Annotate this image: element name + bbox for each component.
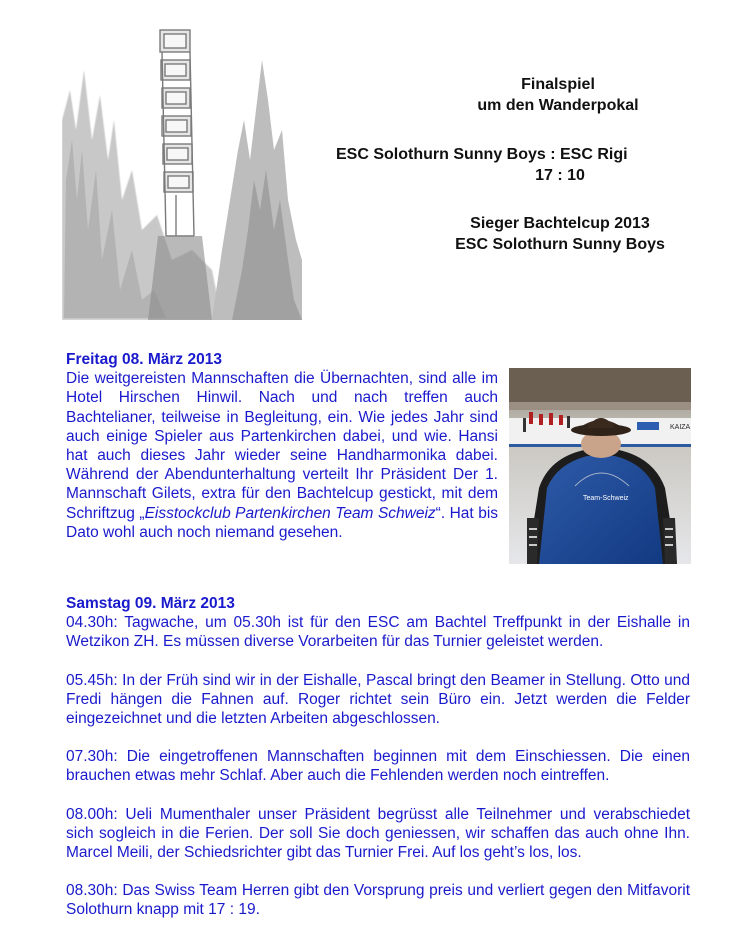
friday-text-a: Die weitgereisten Mannschaften die Übernachten, sind alle im Hotel Hirschen Hinwil. Nach und nach treffen auch Bachtelianer, teilweise in Begleitung, ein. Wie jedes Jahr sind auch einige Spieler aus Partenkirchen dabei, und wie. Hansi hat auch dieses Jahr wieder seine Handharmonika dabei. Während der Abendunterhaltung verteilt Ihr Präsident Der 1. Mannschaft Gilets, extra für den Bachtelcup gestickt, mit dem Schriftzug „ [66, 370, 498, 522]
saturday-paragraph: 07.30h: Die eingetroffenen Mannschaften beginnen mit dem Einschiessen. Die einen brauchen etwas mehr Schlaf. Aber auch die Fehlenden werden noch eintreffen. [66, 748, 690, 785]
friday-text [66, 369, 498, 542]
winner-team: ESC Solothurn Sunny Boys [455, 236, 665, 253]
winner-title: Sieger Bachtelcup 2013 [470, 215, 650, 232]
jacket-photo [509, 368, 691, 564]
saturday-heading: Samstag 09. März 2013 [66, 595, 235, 612]
friday-text-b: “. Hat bis Dato wohl auch noch niemand gesehen. [66, 504, 499, 541]
jacket-text: Team-Schweiz [583, 495, 629, 502]
match-line: ESC Solothurn Sunny Boys : ESC Rigi [336, 146, 628, 163]
final-subtitle: um den Wanderpokal [477, 97, 639, 114]
saturday-paragraph: 04.30h: Tagwache, um 05.30h ist für den ESC am Bachtel Treffpunkt in der Eishalle in Wetzikon ZH. Es müssen diverse Vorarbeiten für das Turnier geleistet werden. [66, 614, 690, 651]
saturday-paragraph: 08.00h: Ueli Mumenthaler unser Präsident begrüsst alle Teilnehmer und verabschiedet sich sogleich in die Ferien. Der soll Sie doch geniessen, wir schaffen das auch ohne Ihn. Marcel Meili, der Schiedsrichter gibt das Turnier Frei. Auf los geht’s los, los. [66, 805, 690, 862]
match-score: 17 : 10 [535, 167, 585, 184]
final-title: Finalspiel [521, 76, 595, 93]
friday-text-emphasis: Eisstockclub Partenkirchen Team Schweiz [144, 504, 436, 522]
tower-sketch-image [62, 0, 302, 320]
saturday-paragraph: 08.30h: Das Swiss Team Herren gibt den Vorsprung preis und verliert gegen den Mitfavorit Solothurn knapp mit 17 : 19. [66, 882, 690, 919]
friday-heading: Freitag 08. März 2013 [66, 351, 222, 368]
saturday-paragraph: 05.45h: In der Früh sind wir in der Eishalle, Pascal bringt den Beamer in Stellung. Otto und Fredi hängen die Fahnen auf. Roger richtet sein Büro ein. Jetzt werden die Felder eingezeichnet und die letzten Arbeiten abgeschlossen. [66, 671, 690, 728]
saturday-section [66, 594, 690, 920]
svg-text:KAIZA: KAIZA [670, 424, 691, 431]
